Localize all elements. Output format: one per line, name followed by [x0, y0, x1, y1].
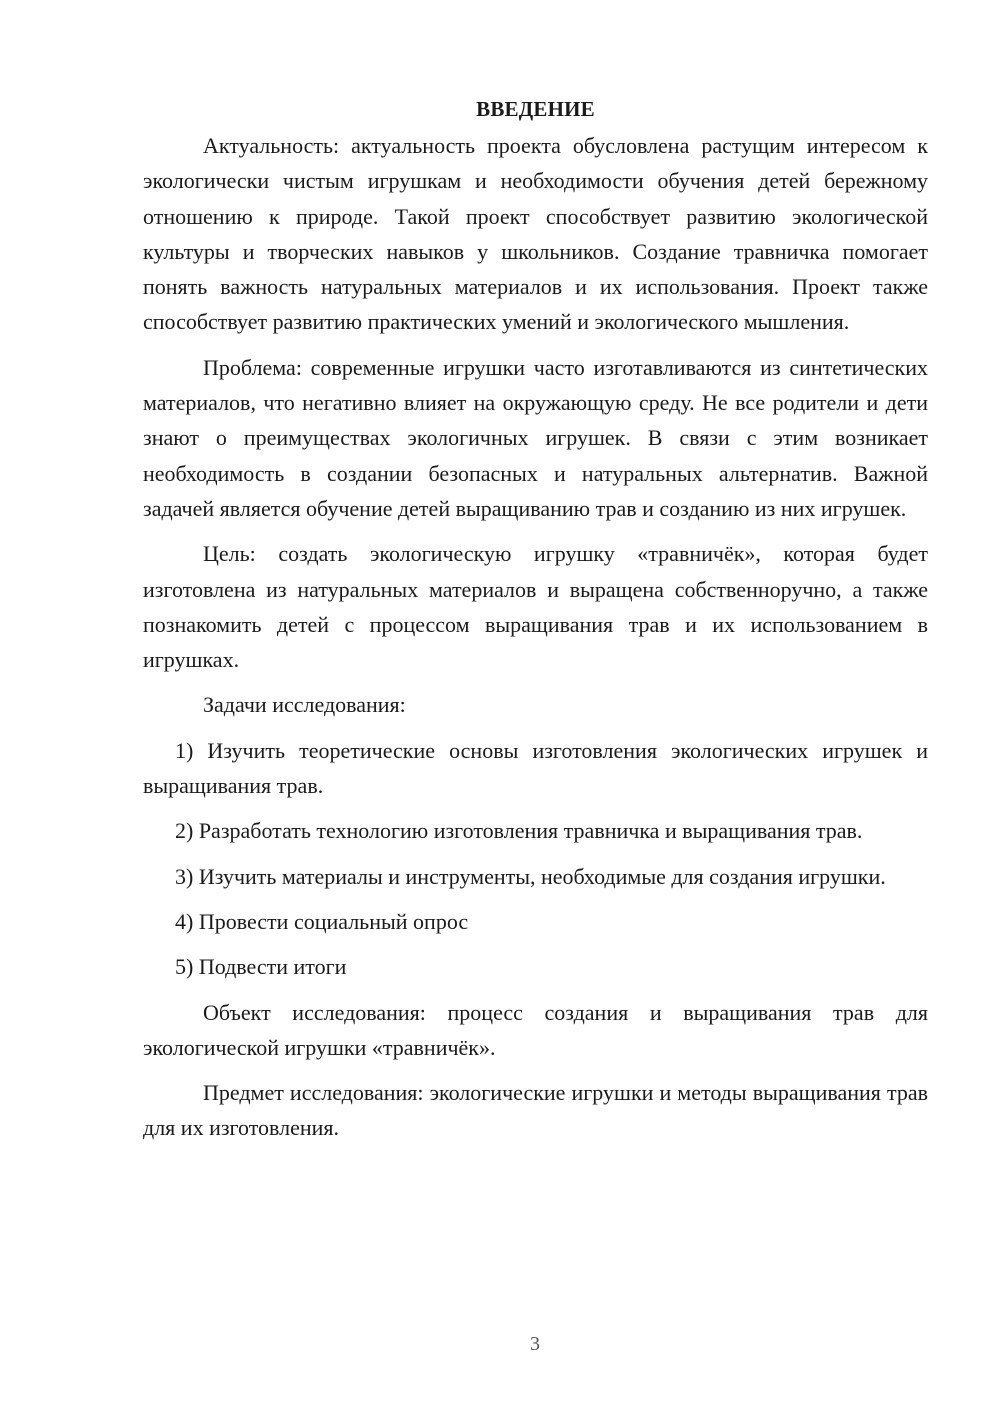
- page-content: [143, 92, 928, 1156]
- section-title: ВВЕДЕНИЕ: [476, 97, 595, 121]
- task-item-3: 3) Изучить материалы и инструменты, необходимые для создания игрушки.: [175, 863, 886, 889]
- subject-paragraph: Предмет исследования: экологические игрушки и методы выращивания трав для их изготовления.: [143, 1080, 928, 1141]
- task-item-1: 1) Изучить теоретические основы изготовления экологических игрушек и выращивания трав.: [143, 737, 928, 799]
- object-paragraph: Объект исследования: процесс создания и выращивания трав для экологической игрушки «травничёк».: [143, 999, 928, 1060]
- task-item-4: 4) Провести социальный опрос: [175, 908, 469, 934]
- goal-paragraph: Цель: создать экологическую игрушку «травничёк», которая будет изготовлена из натуральных материалов и выращена собственноручно, а также познакомить детей с процессом выращивания трав и их использованием в игрушках.: [143, 541, 928, 673]
- task-item-5: 5) Подвести итоги: [175, 954, 347, 980]
- tasks-heading: Задачи исследования:: [203, 692, 406, 718]
- relevance-paragraph: Актуальность: актуальность проекта обусловлена растущим интересом к экологически чистым игрушкам и необходимости обучения детей бережному отношению к природе. Такой проект способствует развитию экологической культуры и творческих навыков у школьников. Создание травничка помогает понять важность натуральных материалов и их использования. Проект также способствует развитию практических умений и экологического мышления.: [143, 133, 928, 335]
- page-number: 3: [530, 1333, 540, 1355]
- task-item-2: 2) Разработать технологию изготовления травничка и выращивания трав.: [175, 818, 863, 844]
- problem-paragraph: Проблема: современные игрушки часто изготавливаются из синтетических материалов, что негативно влияет на окружающую среду. Не все родители и дети знают о преимуществах экологичных игрушек. В связи с этим возникает необходимость в создании безопасных и натуральных альтернатив. Важной задачей является обучение детей выращиванию трав и созданию из них игрушек.: [143, 354, 928, 521]
